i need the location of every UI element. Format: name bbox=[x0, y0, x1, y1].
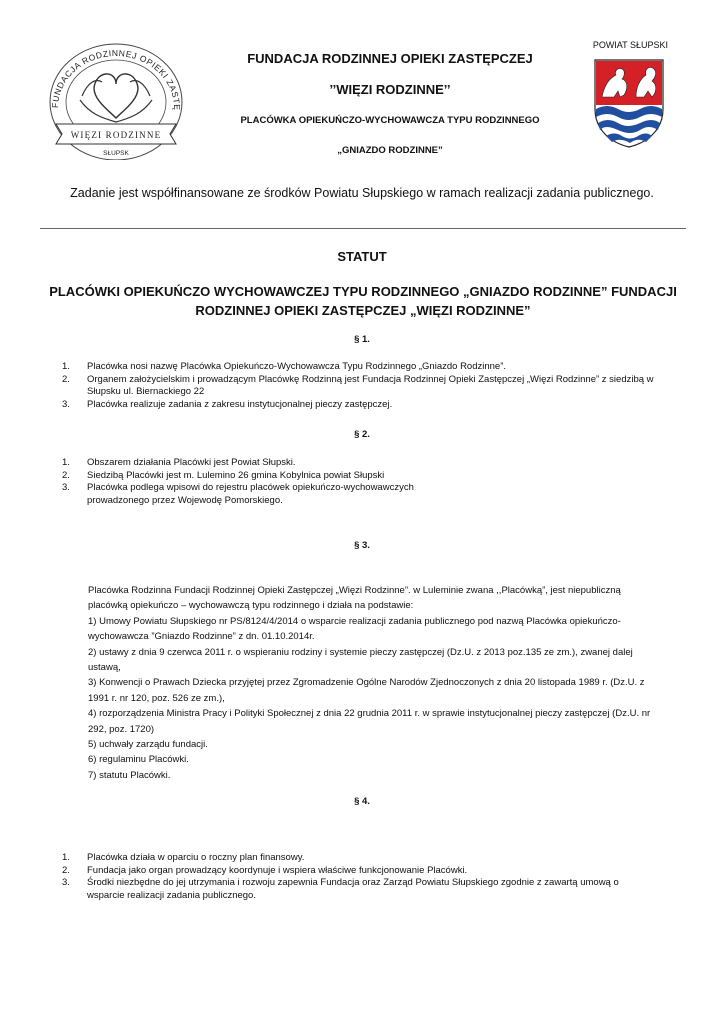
horizontal-divider bbox=[40, 228, 686, 229]
logo-bottom-text: SŁUPSK bbox=[103, 150, 129, 157]
list-item: 2. Fundacja jako organ prowadzący koordynuje i wspiera właściwe funkcjonowanie Placówki. bbox=[62, 864, 468, 876]
list-item: 1. Obszarem działania Placówki jest Powiat Słupski. bbox=[62, 457, 296, 468]
section-1-heading: § 1. bbox=[354, 334, 370, 345]
list-item: 2. Organem założycielskim i prowadzącym Placówkę Rodzinną jest Fundacja Rodzinnej Opieki Zastępczej „Więzi Rodzinne” z siedzibą w Słupsku ul. Biernackiego 22 bbox=[62, 373, 654, 397]
header-foundation-name: FUNDACJA RODZINNEJ OPIEKI ZASTĘPCZEJ bbox=[247, 51, 533, 66]
list-item: 3. Środki niezbędne do jej utrzymania i rozwoju zapewnia Fundacja oraz Zarząd Powiatu Słupskiego zgodnie z zawartą umową o wsparcie realizacji zadania publicznego. bbox=[62, 877, 619, 901]
crest-label: POWIAT SŁUPSKI bbox=[592, 40, 668, 50]
section-2-list bbox=[62, 457, 682, 507]
county-crest bbox=[592, 57, 666, 149]
header-facility-name: „GNIAZDO RODZINNE” bbox=[337, 145, 443, 156]
list-item: 3. Placówka podlega wpisowi do rejestru placówek opiekuńczo-wychowawczych prowadzonego przez Wojewodę Pomorskiego. bbox=[62, 482, 414, 506]
section-1-list bbox=[62, 361, 682, 411]
foundation-logo bbox=[36, 30, 196, 160]
header-facility-type: PLACÓWKA OPIEKUŃCZO-WYCHOWAWCZA TYPU RODZINNEGO bbox=[240, 115, 540, 126]
svg-text:FUNDACJA RODZINNEJ OPIEKI ZAST bbox=[36, 30, 182, 111]
section-2-heading: § 2. bbox=[354, 429, 370, 440]
document-subtitle bbox=[40, 282, 686, 320]
list-item: 3. Placówka realizuje zadania z zakresu instytucjonalnej pieczy zastępczej. bbox=[62, 398, 393, 410]
list-item: 2. Siedzibą Placówki jest m. Lulemino 26 gmina Kobylnica powiat Słupski bbox=[62, 469, 385, 481]
subtitle-line-2: RODZINNEJ OPIEKI ZASTĘPCZEJ „WIĘZI RODZINNE” bbox=[195, 303, 531, 318]
list-item: 1. Placówka nosi nazwę Placówka Opiekuńczo-Wychowawcza Typu Rodzinnego „Gniazdo Rodzinne”. bbox=[62, 361, 507, 372]
section-3-body: Placówka Rodzinna Fundacji Rodzinnej Opieki Zastępczej „Więzi Rodzinne”. w Luleminie zwana ,,Placówką”, jest niepubliczną placówką opiekuńczo – wychowawczą typu rodzinnego i działa na podstawie: 1) Umowy Powiatu Słupskiego nr PS/8124/4/2014 o wsparcie realizacji zadania publicznego pod nazwą Placówka opiekuńczo- wychowawcza ”Gniazdo Rodzinne” z dn. 01.10.2014r. 2) ustawy z dnia 9 czerwca 2011 r. o wspieraniu rodziny i systemie pieczy zastępczej (Dz.U. z 2013 poz.135 ze zm.), zwanej dalej ustawą, 3) Konwencji o Prawach Dziecka przyjętej przez Zgromadzenie Ogólne Narodów Zjednoczonych z dnia 20 listopada 1989 r. (Dz.U. z 1991 r. nr 120, poz. 526 ze zm.), 4) rozporządzenia Ministra Pracy i Polityki Społecznej z dnia 22 grudnia 2011 r. w sprawie instytucjonalnej pieczy zastępczej (Dz.U. nr 292, poz. 1720) 5) uchwały zarządu fundacji. 6) regulaminu Placówki. 7) statutu Placówki. bbox=[88, 585, 651, 781]
section-3-heading: § 3. bbox=[354, 540, 370, 551]
list-item: 1. Placówka działa w oparciu o roczny plan finansowy. bbox=[62, 852, 305, 863]
section-4-heading: § 4. bbox=[354, 796, 370, 807]
subtitle-line-1: PLACÓWKI OPIEKUŃCZO WYCHOWAWCZEJ TYPU RODZINNEGO „GNIAZDO RODZINNE” FUNDACJI bbox=[49, 284, 677, 299]
logo-banner-text: WIĘZI RODZINNE bbox=[70, 130, 162, 140]
header-foundation-quote: ’’WIĘZI RODZINNE’’ bbox=[329, 82, 451, 97]
cofinancing-note: Zadanie jest współfinansowane ze środków Powiatu Słupskiego w ramach realizacji zadania publicznego. bbox=[70, 186, 654, 200]
document-title: STATUT bbox=[337, 249, 387, 264]
logo-ring-text: FUNDACJA RODZINNEJ OPIEKI ZASTĘ bbox=[49, 47, 183, 111]
section-4-list bbox=[62, 852, 682, 902]
